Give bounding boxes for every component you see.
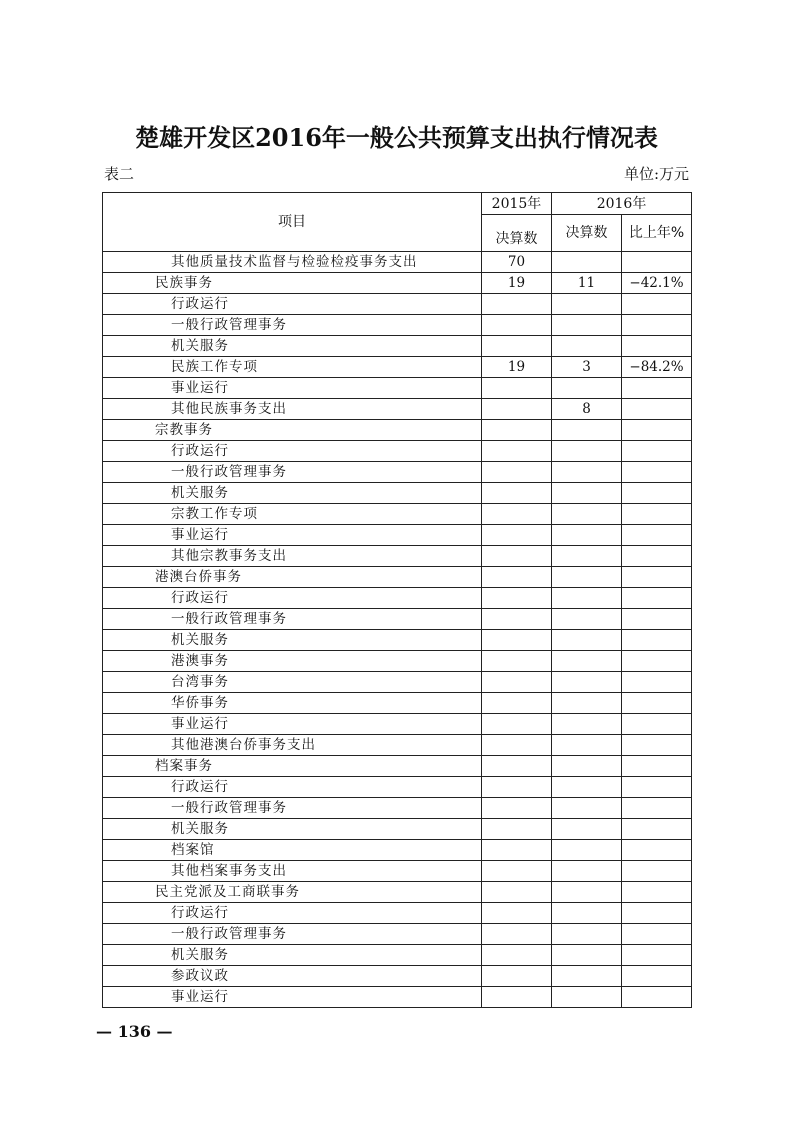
row-item-name: 机关服务 [103,945,482,966]
row-item-name: 事业运行 [103,378,482,399]
row-item-name: 其他质量技术监督与检验检疫事务支出 [103,252,482,273]
table-row [103,336,692,357]
table-row [103,315,692,336]
row-value-2016 [552,861,622,882]
row-yoy-change [622,441,692,462]
row-value-2015 [482,609,552,630]
row-value-2016 [552,546,622,567]
row-value-2016 [552,903,622,924]
row-item-name: 一般行政管理事务 [103,924,482,945]
row-value-2015 [482,651,552,672]
table-row [103,798,692,819]
row-item-name: 宗教事务 [103,420,482,441]
table-row [103,693,692,714]
table-label: 表二 [104,165,135,183]
row-value-2015: 19 [482,273,552,294]
row-yoy-change [622,861,692,882]
row-value-2015 [482,777,552,798]
row-value-2015 [482,714,552,735]
table-row [103,609,692,630]
row-value-2015 [482,588,552,609]
table-row [103,420,692,441]
row-yoy-change [622,840,692,861]
row-value-2016 [552,630,622,651]
row-value-2016 [552,378,622,399]
table-row [103,378,692,399]
table-row [103,966,692,987]
table-row [103,294,692,315]
row-value-2015 [482,903,552,924]
header-final-2015: 决算数 [482,215,552,252]
row-yoy-change [622,924,692,945]
row-item-name: 机关服务 [103,819,482,840]
row-item-name: 行政运行 [103,903,482,924]
row-value-2016 [552,819,622,840]
row-item-name: 其他民族事务支出 [103,399,482,420]
header-item: 项目 [103,193,482,252]
row-yoy-change [622,483,692,504]
row-value-2016 [552,483,622,504]
row-value-2015 [482,546,552,567]
row-value-2016 [552,420,622,441]
row-yoy-change [622,630,692,651]
row-value-2015 [482,987,552,1008]
row-yoy-change [622,756,692,777]
header-yoy: 比上年% [622,215,692,252]
row-value-2016: 3 [552,357,622,378]
row-value-2016 [552,315,622,336]
row-value-2016 [552,798,622,819]
row-value-2016 [552,945,622,966]
row-value-2015 [482,924,552,945]
row-item-name: 行政运行 [103,588,482,609]
row-value-2015 [482,567,552,588]
row-yoy-change: −42.1% [622,273,692,294]
row-yoy-change [622,462,692,483]
row-yoy-change [622,819,692,840]
row-item-name: 台湾事务 [103,672,482,693]
row-value-2015 [482,756,552,777]
row-item-name: 港澳台侨事务 [103,567,482,588]
row-value-2016 [552,714,622,735]
row-item-name: 宗教工作专项 [103,504,482,525]
table-row [103,756,692,777]
table-row [103,924,692,945]
row-item-name: 参政议政 [103,966,482,987]
table-row [103,819,692,840]
row-item-name: 机关服务 [103,336,482,357]
row-yoy-change [622,714,692,735]
row-item-name: 民主党派及工商联事务 [103,882,482,903]
row-item-name: 其他港澳台侨事务支出 [103,735,482,756]
table-row [103,504,692,525]
row-item-name: 档案馆 [103,840,482,861]
row-yoy-change [622,294,692,315]
table-row [103,840,692,861]
table-row [103,357,692,378]
row-item-name: 其他宗教事务支出 [103,546,482,567]
table-row [103,735,692,756]
row-value-2015 [482,672,552,693]
table-row [103,882,692,903]
header-final-2016: 决算数 [552,215,622,252]
table-row [103,567,692,588]
row-value-2016 [552,756,622,777]
row-yoy-change [622,798,692,819]
row-yoy-change [622,777,692,798]
row-item-name: 行政运行 [103,777,482,798]
row-yoy-change [622,399,692,420]
row-item-name: 行政运行 [103,294,482,315]
table-row [103,651,692,672]
row-value-2015: 19 [482,357,552,378]
table-row [103,546,692,567]
row-yoy-change [622,252,692,273]
row-value-2015 [482,315,552,336]
row-value-2015 [482,861,552,882]
row-value-2015 [482,399,552,420]
row-value-2016: 8 [552,399,622,420]
row-value-2015 [482,693,552,714]
row-yoy-change [622,336,692,357]
row-value-2015 [482,840,552,861]
row-value-2016 [552,882,622,903]
row-item-name: 民族工作专项 [103,357,482,378]
row-yoy-change [622,693,692,714]
row-item-name: 事业运行 [103,987,482,1008]
row-yoy-change [622,588,692,609]
row-value-2015 [482,420,552,441]
row-value-2015 [482,483,552,504]
table-row [103,777,692,798]
table-row [103,945,692,966]
row-yoy-change [622,672,692,693]
row-item-name: 一般行政管理事务 [103,609,482,630]
table-row [103,273,692,294]
row-value-2016 [552,735,622,756]
row-value-2015 [482,462,552,483]
row-value-2015 [482,945,552,966]
row-value-2016 [552,567,622,588]
table-row [103,861,692,882]
row-yoy-change [622,567,692,588]
row-yoy-change [622,546,692,567]
row-yoy-change [622,420,692,441]
row-value-2016 [552,987,622,1008]
table-row [103,588,692,609]
row-value-2016: 11 [552,273,622,294]
row-value-2016 [552,924,622,945]
table-row [103,441,692,462]
row-value-2015 [482,798,552,819]
row-yoy-change [622,987,692,1008]
row-item-name: 事业运行 [103,525,482,546]
row-yoy-change [622,945,692,966]
header-year-2016: 2016年 [552,193,692,215]
row-yoy-change [622,903,692,924]
row-yoy-change [622,378,692,399]
table-row [103,903,692,924]
header-year-2015: 2015年 [482,193,552,215]
row-value-2016 [552,966,622,987]
row-value-2016 [552,336,622,357]
row-yoy-change [622,525,692,546]
row-item-name: 档案事务 [103,756,482,777]
row-item-name: 事业运行 [103,714,482,735]
table-row [103,987,692,1008]
row-value-2015 [482,378,552,399]
row-yoy-change [622,609,692,630]
row-yoy-change [622,966,692,987]
row-value-2016 [552,252,622,273]
table-row [103,714,692,735]
row-value-2016 [552,294,622,315]
row-value-2016 [552,525,622,546]
row-value-2015 [482,294,552,315]
row-value-2016 [552,588,622,609]
table-row [103,672,692,693]
row-item-name: 一般行政管理事务 [103,315,482,336]
row-value-2016 [552,840,622,861]
row-value-2015: 70 [482,252,552,273]
row-item-name: 港澳事务 [103,651,482,672]
row-item-name: 华侨事务 [103,693,482,714]
row-value-2016 [552,441,622,462]
table-row [103,462,692,483]
row-yoy-change [622,882,692,903]
row-value-2016 [552,693,622,714]
unit-label: 单位:万元 [623,165,689,183]
row-value-2016 [552,609,622,630]
row-yoy-change [622,504,692,525]
row-value-2015 [482,504,552,525]
row-value-2015 [482,441,552,462]
row-value-2016 [552,651,622,672]
row-value-2015 [482,336,552,357]
table-row [103,483,692,504]
row-value-2015 [482,630,552,651]
table-row [103,252,692,273]
row-value-2016 [552,777,622,798]
row-item-name: 一般行政管理事务 [103,798,482,819]
row-yoy-change [622,735,692,756]
table-row [103,630,692,651]
page-number: — 136 — [96,1022,173,1041]
row-yoy-change: −84.2% [622,357,692,378]
table-body [103,252,692,1008]
table-row [103,525,692,546]
row-item-name: 行政运行 [103,441,482,462]
row-item-name: 一般行政管理事务 [103,462,482,483]
row-yoy-change [622,651,692,672]
row-item-name: 民族事务 [103,273,482,294]
table-row [103,399,692,420]
table-header [103,193,692,252]
row-item-name: 机关服务 [103,630,482,651]
row-value-2015 [482,819,552,840]
row-value-2016 [552,504,622,525]
row-yoy-change [622,315,692,336]
row-value-2015 [482,735,552,756]
row-value-2016 [552,672,622,693]
budget-table [102,192,692,1008]
row-value-2015 [482,882,552,903]
row-value-2015 [482,966,552,987]
page-title: 楚雄开发区2016年一般公共预算支出执行情况表 [135,123,658,152]
row-item-name: 其他档案事务支出 [103,861,482,882]
row-item-name: 机关服务 [103,483,482,504]
row-value-2016 [552,462,622,483]
row-value-2015 [482,525,552,546]
